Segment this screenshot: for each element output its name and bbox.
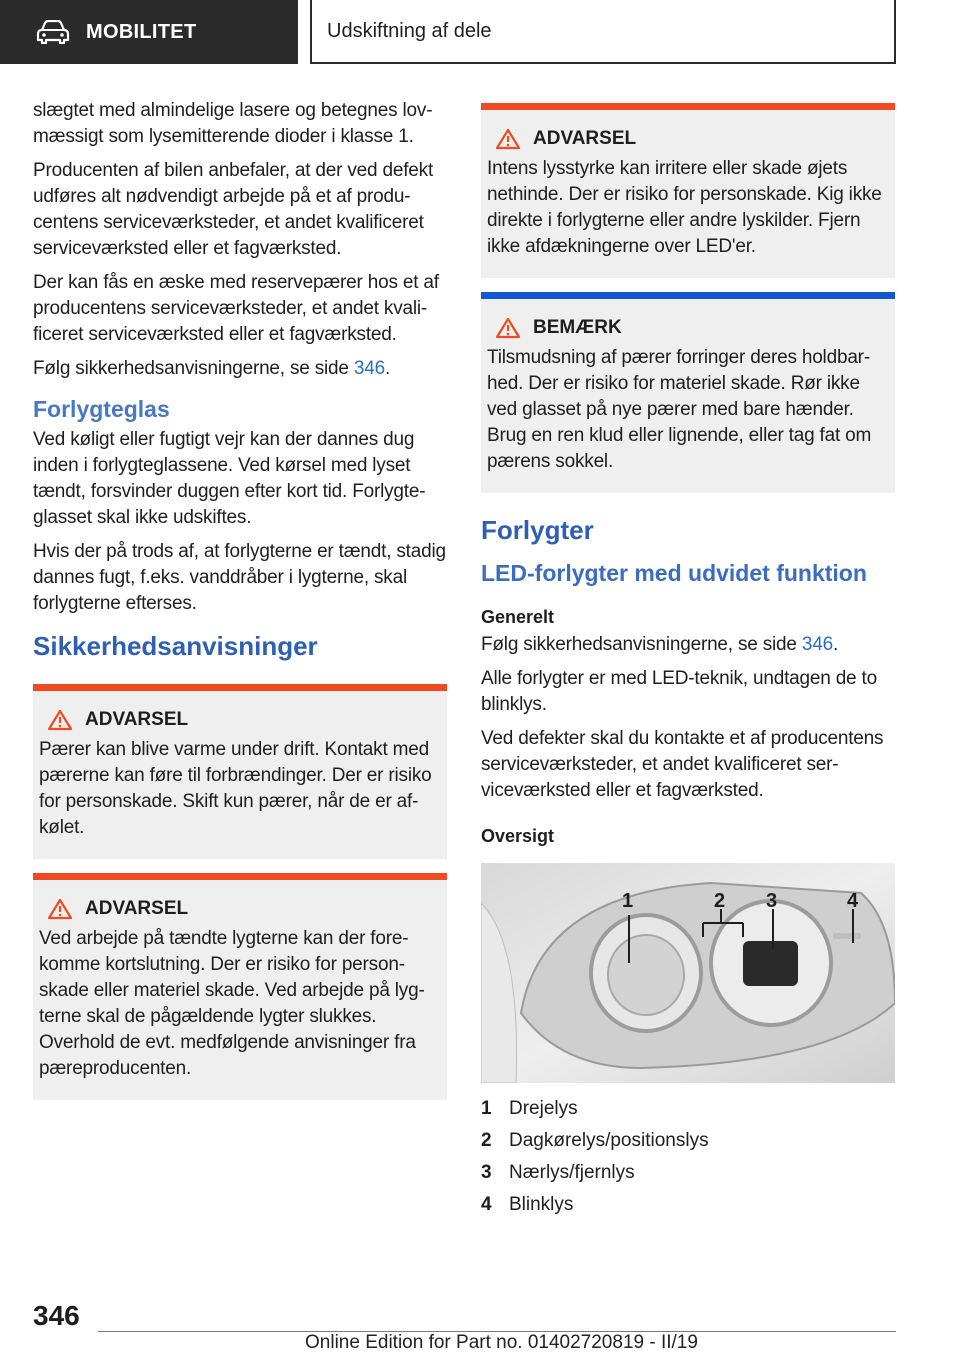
list-item [481, 1125, 895, 1157]
warning-box [481, 103, 895, 278]
heading-generelt: Generelt [481, 607, 555, 627]
paragraph [481, 632, 895, 658]
heading-oversigt: Oversigt [481, 826, 555, 846]
callout-label: 2 [714, 890, 726, 912]
legend-label: Dagkørelys/positionslys [509, 1130, 709, 1151]
section-title: MOBILITET [86, 20, 197, 43]
car-icon [36, 20, 70, 44]
heading-sikkerhedsanvisninger: Sikkerhedsanvisninger [33, 631, 318, 661]
heading-forlygter: Forlygter [481, 515, 594, 545]
paragraph: slægtet med almindelige lasere og betegnes lovmæssigt som lysemitterende dioder i klasse 1. [33, 100, 433, 147]
list-item [481, 1189, 895, 1221]
page-number: 346 [33, 1300, 80, 1331]
left-column [33, 98, 447, 1112]
heading-led-forlygter: LED-forlygter med udvidet funktion [481, 560, 867, 586]
paragraph [33, 356, 447, 382]
page-reference-link[interactable]: 346 [801, 634, 833, 655]
right-column [481, 103, 895, 1221]
breadcrumb [310, 0, 896, 64]
warning-box [33, 684, 447, 859]
warning-icon [495, 128, 521, 150]
legend-label: Drejelys [509, 1098, 578, 1119]
warning-box [33, 873, 447, 1100]
warning-title: ADVARSEL [85, 709, 189, 730]
callout-label: 4 [847, 890, 859, 912]
paragraph-text: . [384, 358, 391, 379]
section-tab[interactable] [0, 0, 298, 64]
warning-title: ADVARSEL [85, 898, 189, 919]
breadcrumb-label: Udskiftning af dele [327, 19, 492, 42]
page-reference-link[interactable]: 346 [353, 358, 385, 379]
legend-list [481, 1093, 895, 1221]
headlight-overview-image [481, 863, 895, 1083]
warning-text: Intens lysstyrke kan irritere eller skade øjets nethinde. Der er risiko for personskade. Kig ikke direkte i forlygterne eller andre lyskilder. Fjern ikke afdækningerne over LED'er. [487, 158, 882, 257]
callout-label: 1 [622, 890, 634, 912]
legend-number: 3 [481, 1162, 492, 1183]
heading-forlygteglas: Forlygteglas [33, 396, 170, 422]
warning-icon [495, 317, 521, 339]
list-item [481, 1093, 895, 1125]
warning-text: Ved arbejde på tændte lygterne kan der forekomme kortslutning. Der er risiko for personskade eller materiel skade. Ved arbejde på lygterne skal de pågældende lygter slukkes. Overhold de evt. medfølgende anvisninger fra pæreproducenten. [39, 928, 425, 1079]
notice-title: BEMÆRK [533, 317, 622, 338]
legend-label: Blinklys [509, 1194, 574, 1215]
footer-edition: Online Edition for Part no. 01402720819 - II/19 [305, 1332, 698, 1353]
notice-text: Tilsmudsning af pærer forringer deres holdbarhed. Der er risiko for materiel skade. Rør ikke ved glasset på nye pærer med bare hænder. Brug en ren klud eller lignende, eller tag fat om pærens sokkel. [487, 347, 872, 472]
paragraph: Der kan fås en æske med reservepærer hos et af producentens serviceværksteder, et andet kvalificeret serviceværksted eller et fagværksted. [33, 272, 439, 345]
paragraph: Ved køligt eller fugtigt vejr kan der dannes dug inden i forlygteglassene. Ved kørsel med lyset tændt, forsvinder duggen efter kort tid. Forlygteglasset skal ikke udskiftes. [33, 429, 426, 528]
warning-icon [47, 898, 73, 920]
paragraph: Alle forlygter er med LED-teknik, undtagen de to blinklys. [481, 668, 877, 715]
legend-number: 4 [481, 1194, 492, 1215]
legend-number: 1 [481, 1098, 492, 1119]
list-item [481, 1157, 895, 1189]
warning-text: Pærer kan blive varme under drift. Kontakt med pærerne kan føre til forbrændinger. Der er risiko for personskade. Skift kun pærer, når de er afkølet. [39, 739, 432, 838]
paragraph-text: . [832, 634, 839, 655]
warning-icon [47, 709, 73, 731]
notice-box [481, 292, 895, 493]
paragraph: Hvis der på trods af, at forlygterne er tændt, stadig dannes fugt, f.eks. vanddråber i lygterne, skal forlygterne efterses. [33, 541, 446, 614]
legend-number: 2 [481, 1130, 492, 1151]
legend-label: Nærlys/fjernlys [509, 1162, 635, 1183]
paragraph-text: Følg sikkerhedsanvisningerne, se side [33, 358, 354, 379]
paragraph: Ved defekter skal du kontakte et af producentens serviceværksteder, et andet kvalificeret serviceværksted eller et fagværksted. [481, 728, 884, 801]
paragraph: Producenten af bilen anbefaler, at der ved defekt udføres alt nødvendigt arbejde på et af producentens serviceværksteder, et andet kvalificeret serviceværksted eller et fagværksted. [33, 160, 434, 259]
paragraph-text: Følg sikkerhedsanvisningerne, se side [481, 634, 802, 655]
callout-label: 3 [766, 890, 778, 912]
warning-title: ADVARSEL [533, 128, 637, 149]
